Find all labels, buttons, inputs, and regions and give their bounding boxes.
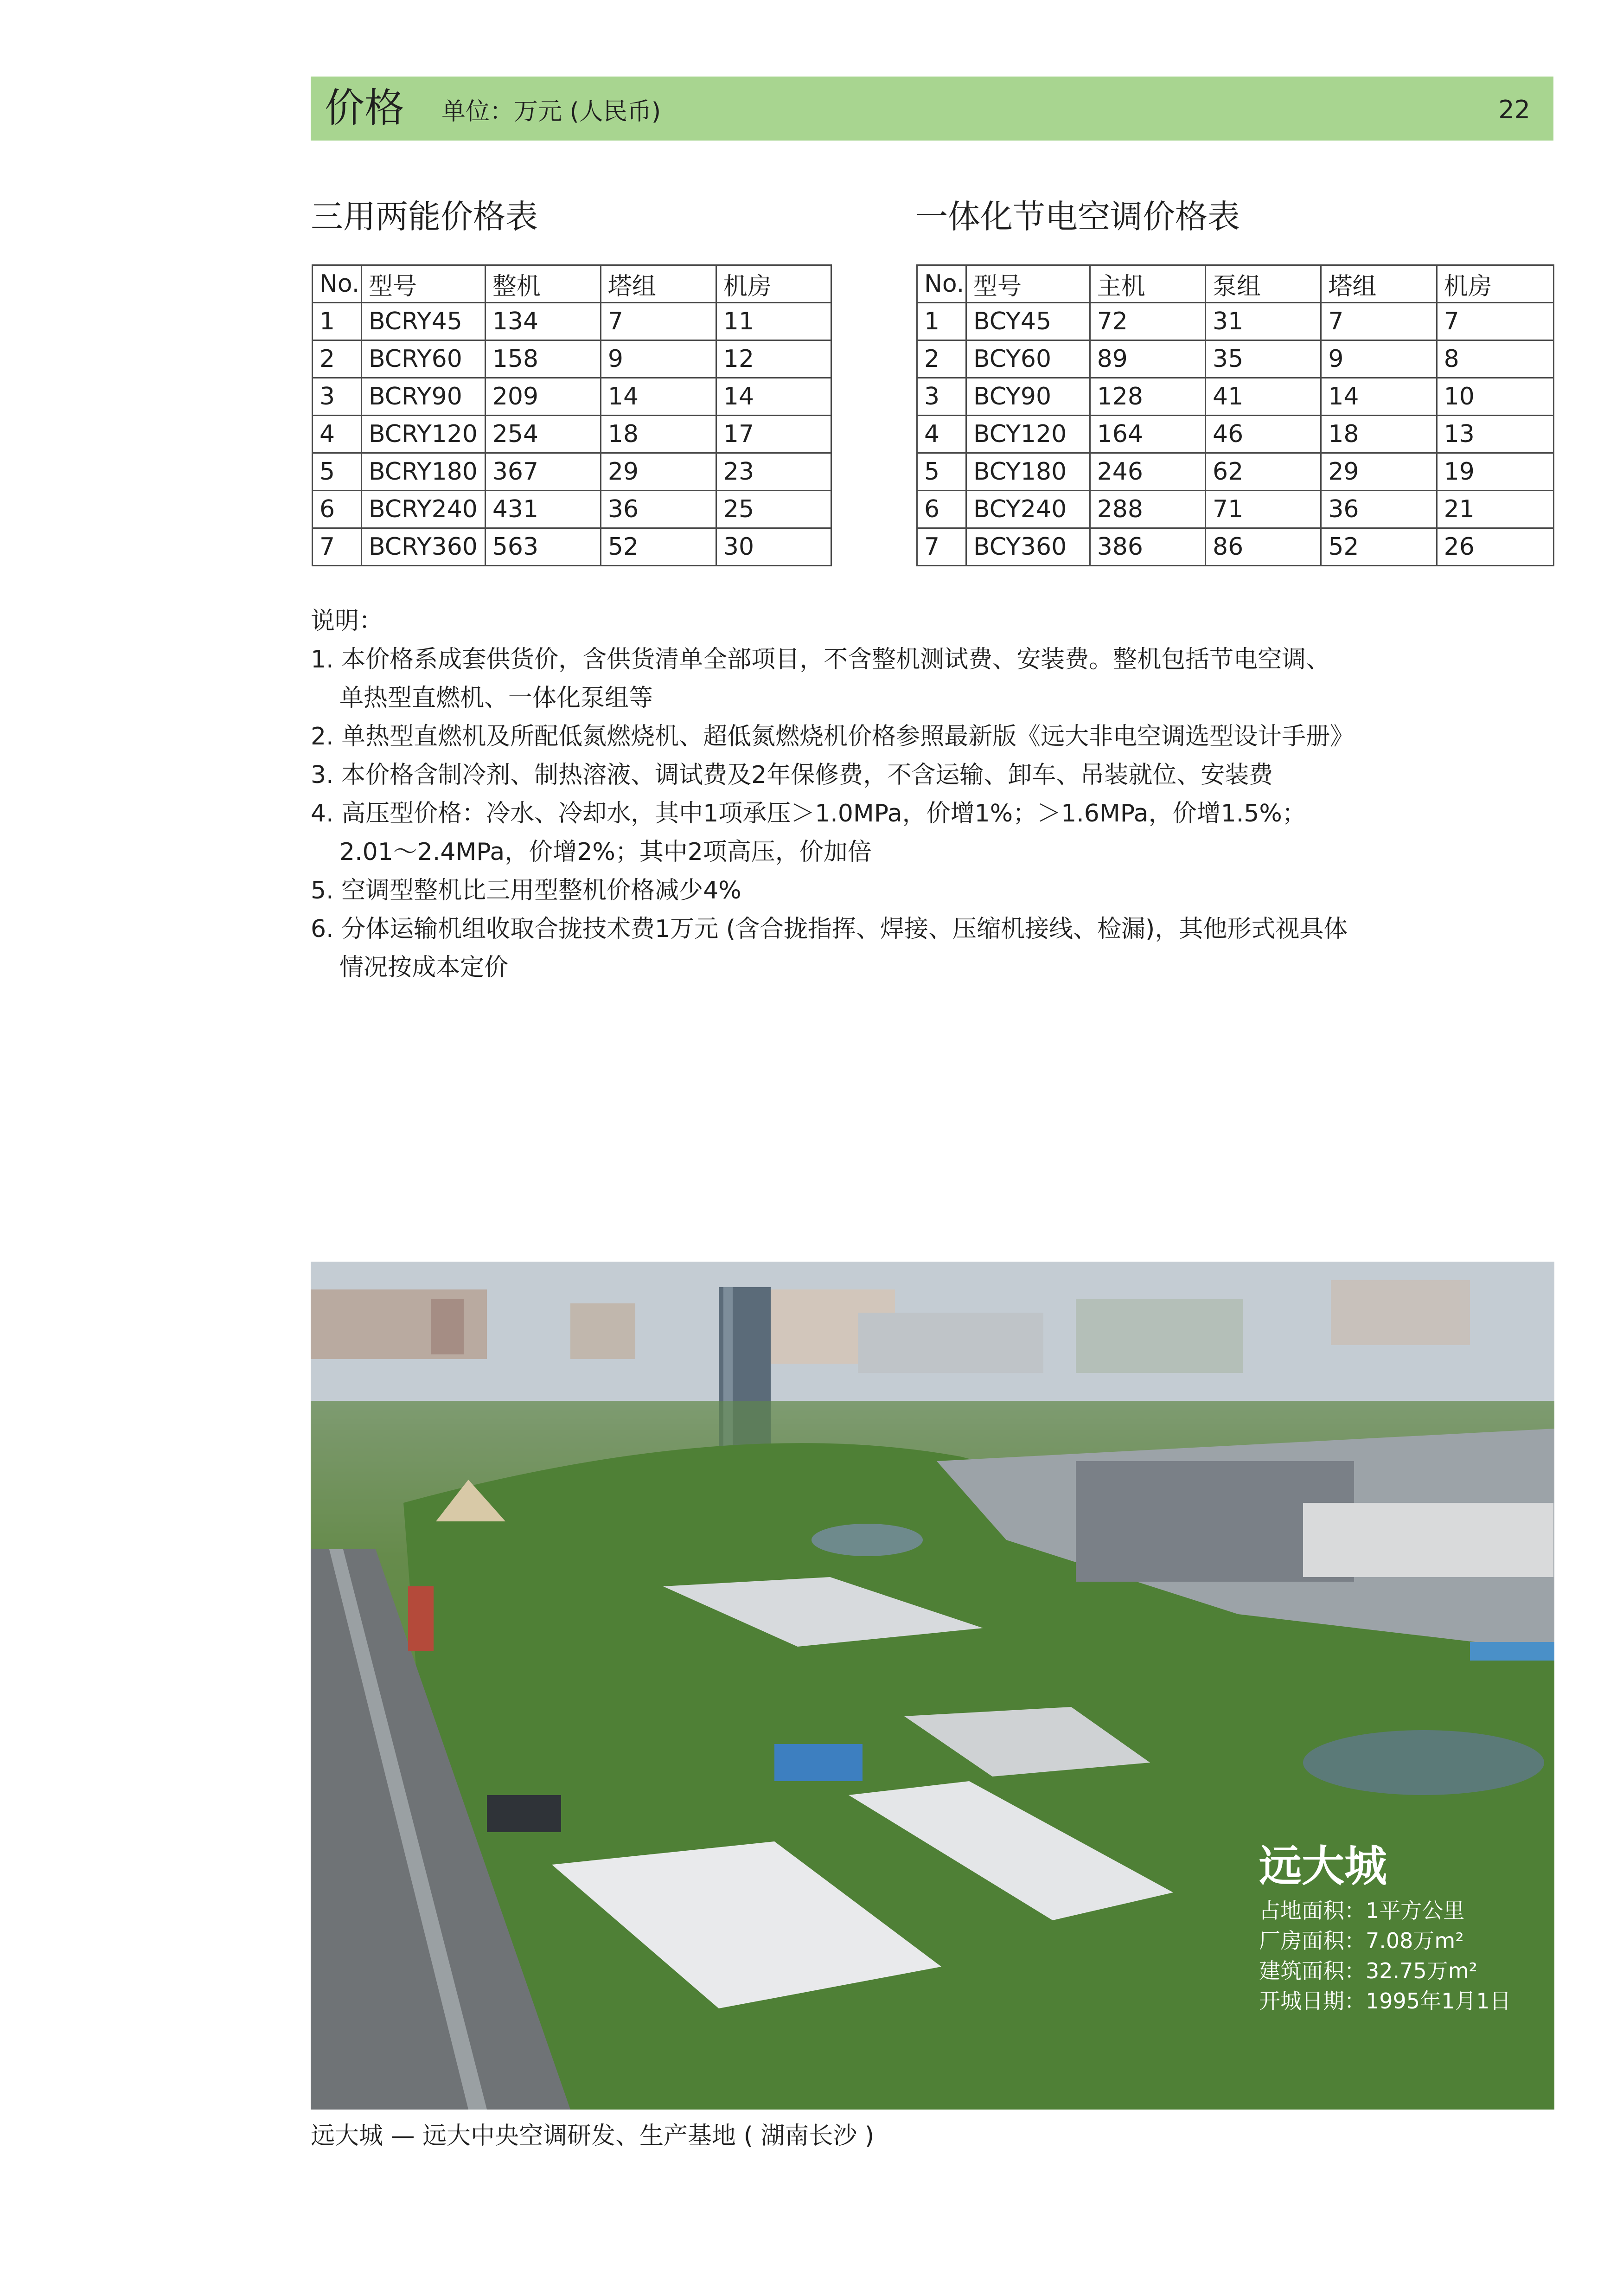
table1-cell: BCRY120	[361, 416, 485, 453]
table2-cell: 71	[1206, 491, 1321, 528]
table1-cell: 367	[485, 453, 601, 491]
note-line: 4. 高压型价格：冷水、冷却水，其中1项承压＞1.0MPa，价增1%；＞1.6MPa，价增1.5%；	[311, 800, 1306, 827]
note-line: 2. 单热型直燃机及所配低氮燃烧机、超低氮燃烧机价格参照最新版《远大非电空调选型设计手册》	[311, 723, 1355, 750]
table2-cell: 7	[917, 528, 966, 566]
table1-cell: 134	[485, 303, 601, 340]
table2-cell: 29	[1321, 453, 1437, 491]
note-line: 5. 空调型整机比三用型整机价格减少4%	[311, 877, 741, 904]
table1-cell: 254	[485, 416, 601, 453]
table2-cell: 4	[917, 416, 966, 453]
table1-cell: 158	[485, 340, 601, 378]
table1-cell: 563	[485, 528, 601, 566]
table2-header-cell: No.	[917, 265, 966, 303]
table1-cell: 5	[313, 453, 362, 491]
table1-cell: 25	[716, 491, 831, 528]
table1-cell: 12	[716, 340, 831, 378]
table2-row	[917, 303, 1554, 340]
table1-header-cell: 整机	[485, 265, 601, 303]
table2-cell: 7	[1437, 303, 1553, 340]
table1-cell: 36	[601, 491, 716, 528]
table2-cell: 2	[917, 340, 966, 378]
table1-row	[313, 416, 831, 453]
table2-cell: 5	[917, 453, 966, 491]
table1-cell: 23	[716, 453, 831, 491]
notes-heading: 说明：	[311, 607, 383, 635]
table1-row	[313, 303, 831, 340]
table2-cell: 10	[1437, 378, 1553, 416]
overlay-title: 远大城	[1259, 1841, 1387, 1891]
table2-cell: 46	[1206, 416, 1321, 453]
table1-cell: BCRY90	[361, 378, 485, 416]
table1-cell: 9	[601, 340, 716, 378]
page-title: 价格	[325, 85, 404, 131]
table1-header-cell: No.	[313, 265, 362, 303]
header-bar	[311, 77, 1553, 141]
table1-cell: 3	[313, 378, 362, 416]
table1-cell: 30	[716, 528, 831, 566]
table2-cell: 31	[1206, 303, 1321, 340]
overlay-area: 占地面积：1平方公里	[1259, 1898, 1465, 1923]
table1-row	[313, 453, 831, 491]
table1-cell: 7	[313, 528, 362, 566]
table1-cell: 4	[313, 416, 362, 453]
unit-label: 单位：万元 (人民币)	[441, 98, 661, 126]
table2-row	[917, 340, 1554, 378]
note-line: 情况按成本定价	[339, 954, 509, 981]
table2-cell: 8	[1437, 340, 1553, 378]
table1-row	[313, 340, 831, 378]
table1-header-cell: 塔组	[601, 265, 716, 303]
table2-row	[917, 378, 1554, 416]
table2-cell: 7	[1321, 303, 1437, 340]
table2-cell: 62	[1206, 453, 1321, 491]
table2-cell: BCY120	[966, 416, 1090, 453]
table1-header-row	[313, 265, 831, 303]
table2-cell: 3	[917, 378, 966, 416]
table2-cell: 288	[1090, 491, 1205, 528]
table2-cell: 18	[1321, 416, 1437, 453]
note-line: 3. 本价格含制冷剂、制热溶液、调试费及2年保修费，不含运输、卸车、吊装就位、安装费	[311, 761, 1273, 789]
table1-cell: BCRY45	[361, 303, 485, 340]
table2-cell: 128	[1090, 378, 1205, 416]
table2-cell: BCY240	[966, 491, 1090, 528]
table1-cell: 17	[716, 416, 831, 453]
table1-cell: 52	[601, 528, 716, 566]
table2-cell: 246	[1090, 453, 1205, 491]
table2-header-cell: 塔组	[1321, 265, 1437, 303]
table2-header-cell: 主机	[1090, 265, 1205, 303]
table2-header-row	[917, 265, 1554, 303]
table1-cell: BCRY60	[361, 340, 485, 378]
aerial-photo-illustration	[311, 1262, 1554, 2110]
table1-cell: 6	[313, 491, 362, 528]
table1-cell: 209	[485, 378, 601, 416]
photo-caption: 远大城 — 远大中央空调研发、生产基地 ( 湖南长沙 )	[311, 2122, 875, 2150]
table2-cell: 72	[1090, 303, 1205, 340]
table2-cell: 89	[1090, 340, 1205, 378]
table1-row	[313, 491, 831, 528]
table2-cell: BCY360	[966, 528, 1090, 566]
page-number: 22	[1498, 95, 1530, 124]
table2-cell: 13	[1437, 416, 1553, 453]
aerial-photo	[311, 1262, 1554, 2110]
table2-cell: 86	[1206, 528, 1321, 566]
table2-cell: 19	[1437, 453, 1553, 491]
table1-cell: 1	[313, 303, 362, 340]
table2-row	[917, 453, 1554, 491]
table2-cell: 6	[917, 491, 966, 528]
table1-three-use-price	[312, 264, 832, 566]
table2-cell: 9	[1321, 340, 1437, 378]
table1-cell: 29	[601, 453, 716, 491]
table2-header-cell: 机房	[1437, 265, 1553, 303]
table2-cell: 1	[917, 303, 966, 340]
table1-cell: 18	[601, 416, 716, 453]
table1-cell: 11	[716, 303, 831, 340]
table2-cell: 35	[1206, 340, 1321, 378]
table2-title: 一体化节电空调价格表	[915, 198, 1240, 236]
table2-cell: 36	[1321, 491, 1437, 528]
table2-cell: 26	[1437, 528, 1553, 566]
table1-header-cell: 机房	[716, 265, 831, 303]
table2-row	[917, 528, 1554, 566]
table1-title: 三用两能价格表	[311, 198, 538, 236]
note-line: 2.01～2.4MPa，价增2%；其中2项高压，价加倍	[339, 838, 872, 866]
note-line: 1. 本价格系成套供货价，含供货清单全部项目，不含整机测试费、安装费。整机包括节电空调、	[311, 646, 1330, 673]
table1-row	[313, 378, 831, 416]
table1-cell: BCRY240	[361, 491, 485, 528]
table1-cell: 431	[485, 491, 601, 528]
table1-cell: 14	[716, 378, 831, 416]
table1-cell: BCRY360	[361, 528, 485, 566]
table2-cell: 21	[1437, 491, 1553, 528]
notes-section	[311, 602, 1516, 987]
table1-cell: BCRY180	[361, 453, 485, 491]
table2-cell: 14	[1321, 378, 1437, 416]
table1-cell: 7	[601, 303, 716, 340]
overlay-factory-area: 厂房面积：7.08万m²	[1259, 1928, 1464, 1953]
table2-cell: BCY180	[966, 453, 1090, 491]
table2-header-cell: 泵组	[1206, 265, 1321, 303]
table2-header-cell: 型号	[966, 265, 1090, 303]
table2-cell: 52	[1321, 528, 1437, 566]
table2-cell: 386	[1090, 528, 1205, 566]
table1-cell: 2	[313, 340, 362, 378]
table1-row	[313, 528, 831, 566]
table2-cell: BCY45	[966, 303, 1090, 340]
overlay-open-date: 开城日期：1995年1月1日	[1259, 1988, 1511, 2014]
table2-row	[917, 416, 1554, 453]
table2-aircon-price	[916, 264, 1554, 566]
overlay-building-area: 建筑面积：32.75万m²	[1259, 1958, 1477, 1983]
table2-cell: BCY90	[966, 378, 1090, 416]
table1-header-cell: 型号	[361, 265, 485, 303]
table2-cell: 164	[1090, 416, 1205, 453]
note-line: 单热型直燃机、一体化泵组等	[339, 684, 653, 712]
table1-cell: 14	[601, 378, 716, 416]
note-line: 6. 分体运输机组收取合拢技术费1万元 (含合拢指挥、焊接、压缩机接线、检漏)，其他形式视具体	[311, 915, 1348, 943]
table2-row	[917, 491, 1554, 528]
table2-cell: 41	[1206, 378, 1321, 416]
table2-cell: BCY60	[966, 340, 1090, 378]
